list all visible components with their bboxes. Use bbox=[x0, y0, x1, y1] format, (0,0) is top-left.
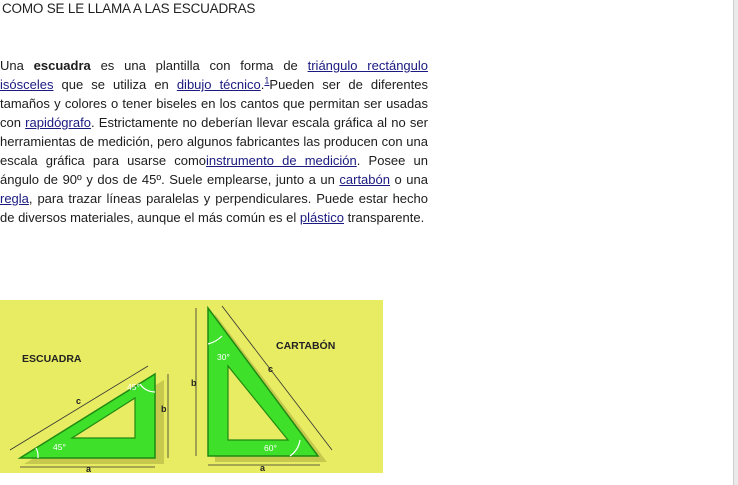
text: que se utiliza en bbox=[53, 77, 177, 92]
side-a-label: a bbox=[86, 464, 92, 473]
text: es una plantilla con forma de bbox=[90, 58, 308, 73]
text: transparente. bbox=[343, 210, 425, 225]
article-paragraph bbox=[0, 56, 428, 227]
escuadra-inner-hole bbox=[72, 398, 135, 438]
escuadra-label: ESCUADRA bbox=[22, 353, 82, 365]
side-c-label: c bbox=[76, 396, 82, 406]
link-rapidografo[interactable]: rapidógrafo bbox=[25, 115, 91, 130]
link-regla[interactable]: regla bbox=[0, 191, 29, 206]
scrollbar[interactable] bbox=[733, 0, 738, 485]
side-b-label: b bbox=[161, 404, 167, 414]
text: Pueden ser de diferentes tamaños y colores o tener biseles en los cantos que permitan ser usadas con bbox=[0, 77, 428, 130]
link-triangulo-rectangulo[interactable]: triángulo rectángulo bbox=[307, 58, 428, 73]
bold-term: escuadra bbox=[33, 58, 91, 73]
angle-45-top-label: 45° bbox=[127, 382, 140, 392]
page-title: COMO SE LE LLAMA A LAS ESCUADRAS bbox=[2, 1, 256, 16]
angle-30-label: 30° bbox=[217, 352, 230, 362]
squares-illustration bbox=[0, 300, 383, 473]
text: , para trazar líneas paralelas y perpendiculares. Puede estar hecho de diversos materiales, aunque el más común es el bbox=[0, 191, 428, 225]
link-dibujo-tecnico[interactable]: dibujo técnico bbox=[176, 77, 261, 92]
text: o una bbox=[389, 172, 428, 187]
link-cartabon[interactable]: cartabón bbox=[339, 172, 390, 187]
link-instrumento-de-medicion[interactable]: instrumento de medición bbox=[206, 153, 357, 168]
link-plastico[interactable]: plástico bbox=[299, 210, 344, 225]
squares-diagram bbox=[0, 300, 383, 473]
text: . Posee un ángulo de 90º y dos de 45º. Suele emplearse, junto a un bbox=[0, 153, 429, 187]
angle-60-label: 60° bbox=[264, 443, 277, 453]
angle-45-bottom-label: 45° bbox=[53, 442, 66, 452]
side-a-label: a bbox=[260, 463, 266, 473]
text: . bbox=[260, 77, 265, 92]
side-c-label: c bbox=[268, 364, 274, 374]
side-b-label: b bbox=[191, 378, 197, 388]
link-isosceles[interactable]: isósceles bbox=[0, 77, 54, 92]
text: . Estrictamente no deberían llevar escala gráfica al no ser herramientas de medición, pero algunos fabricantes las producen con una escala gráfica para usarse como bbox=[0, 115, 428, 168]
cartabon-label: CARTABÓN bbox=[276, 340, 336, 352]
text: Una bbox=[0, 58, 34, 73]
reference-link[interactable]: 1 bbox=[264, 75, 270, 86]
